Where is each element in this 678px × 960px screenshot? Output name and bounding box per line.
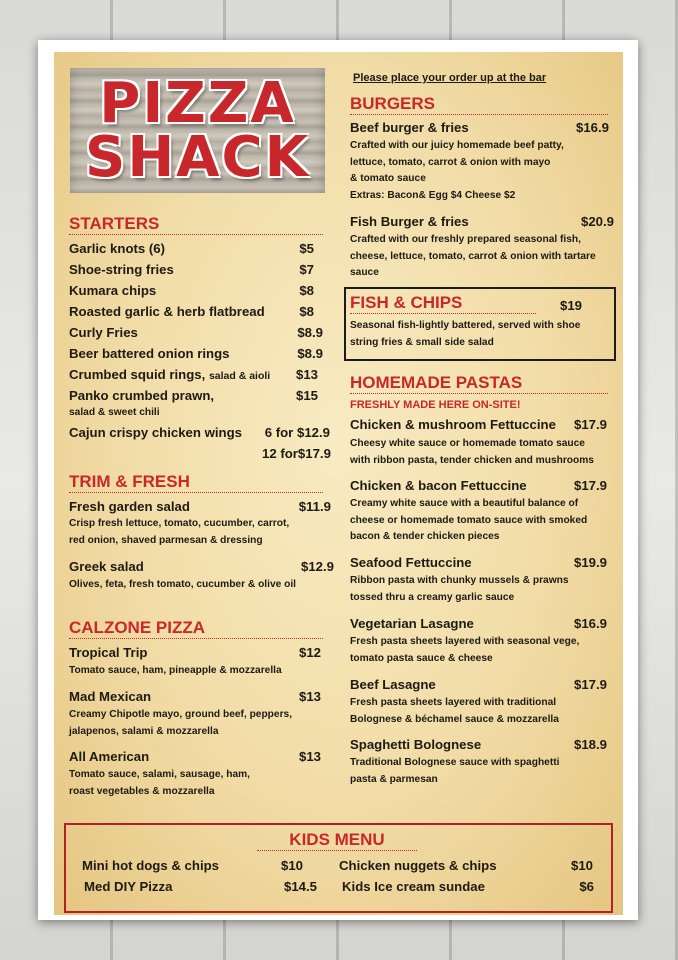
item-description: Fresh pasta sheets layered with seasonal vege, tomato pasta sauce & cheese <box>350 636 580 664</box>
item-description: Cheesy white sauce or homemade tomato sauce with ribbon pasta, tender chicken and mushrooms <box>350 438 594 466</box>
item-description: Creamy Chipotle mayo, ground beef, peppers, jalapenos, salami & mozzarella <box>69 709 293 737</box>
item-description: Seasonal fish-lightly battered, served with shoe string fries & small side salad <box>350 320 581 348</box>
item-description: salad & sweet chili <box>69 407 160 418</box>
burgers-heading: BURGERS <box>350 94 608 115</box>
menu-item: Kumara chips $8 <box>69 283 314 298</box>
kids-menu-heading: KIDS MENU <box>257 830 417 851</box>
menu-item: Garlic knots (6) $5 <box>69 241 314 256</box>
kids-item: Chicken nuggets & chips $10 <box>339 858 593 873</box>
menu-item: Roasted garlic & herb flatbread $8 <box>69 304 314 319</box>
item-description: Crafted with our juicy homemade beef patty, lettuce, tomato, carrot & onion with mayo & tomato sauce Extras: Bacon& Egg $4 Cheese $2 <box>350 140 564 201</box>
wings-option: 12 for $17.9 <box>262 446 331 461</box>
order-note: Please place your order up at the bar <box>353 72 547 84</box>
item-description: Traditional Bolognese sauce with spaghetti pasta & parmesan <box>350 757 560 785</box>
fish-chips-heading: FISH & CHIPS <box>350 293 536 314</box>
menu-item: Curly Fries $8.9 <box>69 325 323 340</box>
menu-item: Seafood Fettuccine $19.9 <box>350 555 607 570</box>
menu-item: Panko crumbed prawn, $15 <box>69 388 318 403</box>
pastas-subtitle: FRESHLY MADE HERE ON-SITE! <box>350 399 521 411</box>
menu-item: Spaghetti Bolognese $18.9 <box>350 737 607 752</box>
menu-item: Tropical Trip $12 <box>69 645 321 660</box>
pastas-heading: HOMEMADE PASTAS <box>350 373 608 394</box>
item-description: Ribbon pasta with chunky mussels & prawns tossed thru a creamy garlic sauce <box>350 575 569 603</box>
item-description: Tomato sauce, salami, sausage, ham, roast vegetables & mozzarella <box>69 769 250 797</box>
menu-item: Fresh garden salad $11.9 <box>69 499 331 514</box>
menu-item: Crumbed squid rings, salad & aioli $13 <box>69 367 318 382</box>
menu-item: All American $13 <box>69 749 321 764</box>
logo-line-2: SHACK <box>84 125 311 190</box>
item-description: Crisp fresh lettuce, tomato, cucumber, carrot, red onion, shaved parmesan & dressing <box>69 518 290 546</box>
menu-item: Vegetarian Lasagne $16.9 <box>350 616 607 631</box>
menu-item-wings: Cajun crispy chicken wings 6 for $12.9 <box>69 425 330 440</box>
item-description: Fresh pasta sheets layered with traditional Bolognese & béchamel sauce & mozzarella <box>350 697 559 725</box>
item-description: Olives, feta, fresh tomato, cucumber & olive oil <box>69 579 297 590</box>
menu-item: Beer battered onion rings $8.9 <box>69 346 323 361</box>
item-description: Creamy white sauce with a beautiful balance of cheese or homemade tomato sauce with smoked bacon & tender chicken pieces <box>350 498 588 542</box>
menu-item: Chicken & bacon Fettuccine $17.9 <box>350 478 607 493</box>
kids-item: Kids Ice cream sundae $6 <box>342 879 594 894</box>
menu-item: Beef burger & fries $16.9 <box>350 120 609 135</box>
logo-line-1: PIZZA <box>99 71 296 136</box>
fish-chips-price: $19 <box>560 298 583 313</box>
menu-item: Greek salad $12.9 <box>69 559 334 574</box>
item-description: Crafted with our freshly prepared seasonal fish, cheese, lettuce, tomato, carrot & onion with tartare sauce <box>350 234 596 278</box>
menu-item: Mad Mexican $13 <box>69 689 321 704</box>
menu-item: Fish Burger & fries $20.9 <box>350 214 614 229</box>
trim-fresh-heading: TRIM & FRESH <box>69 472 323 493</box>
item-description: Tomato sauce, ham, pineapple & mozzarella <box>69 665 282 676</box>
menu-item: Chicken & mushroom Fettuccine $17.9 <box>350 417 607 432</box>
kids-item: Mini hot dogs & chips $10 <box>82 858 303 873</box>
menu-item: Shoe-string fries $7 <box>69 262 314 277</box>
starters-heading: STARTERS <box>69 214 323 235</box>
kids-item: Med DIY Pizza $14.5 <box>84 879 317 894</box>
menu-item: Beef Lasagne $17.9 <box>350 677 607 692</box>
calzone-heading: CALZONE PIZZA <box>69 618 323 639</box>
pizza-shack-logo <box>70 68 325 193</box>
